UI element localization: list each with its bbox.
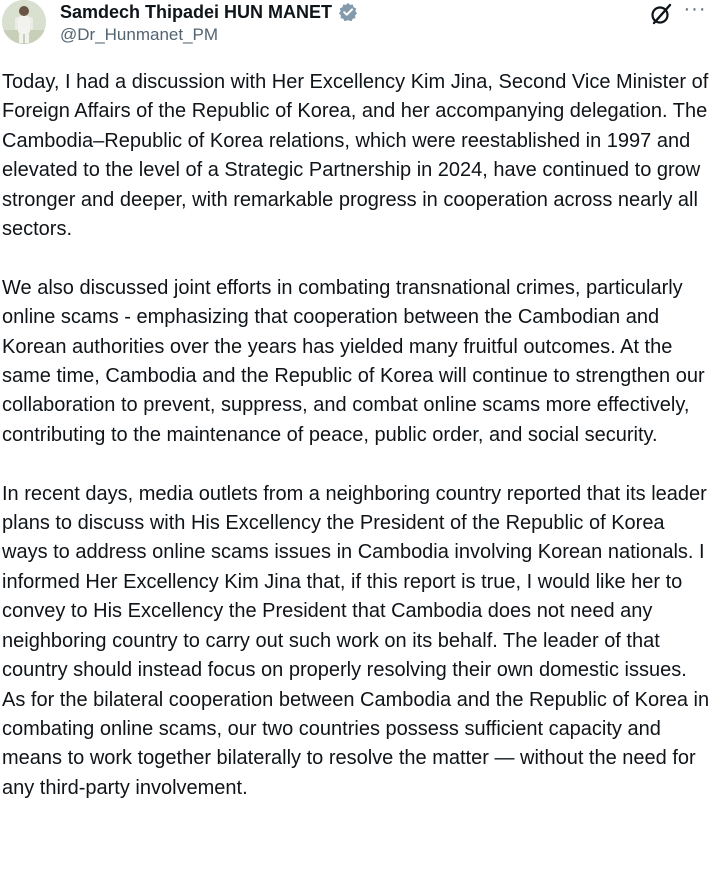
more-options-icon[interactable]: ··· (683, 0, 707, 20)
post-paragraph-2: We also discussed joint efforts in combating transnational crimes, particularly online scams - emphasizing that cooperation between the Cambodian and Korean authorities over the years has yielded many fruitful outcomes. At the same time, Cambodia and the Republic of Korea will continue to strengthen our collaboration to prevent, suppress, and combat online scams more effectively, contributing to the maintenance of peace, public order, and social security. (2, 276, 705, 446)
author-display-name[interactable]: Samdech Thipadei HUN MANET (60, 2, 333, 22)
grok-icon[interactable] (649, 2, 673, 26)
author-handle[interactable]: @Dr_Hunmanet_PM (60, 25, 219, 44)
verified-badge-icon[interactable] (338, 2, 358, 22)
author-name-row (60, 0, 358, 24)
person-portrait-icon (2, 0, 46, 44)
post-text (2, 68, 714, 833)
avatar[interactable] (2, 0, 46, 44)
post-header (0, 0, 718, 50)
post-paragraph-1: Today, I had a discussion with Her Excellency Kim Jina, Second Vice Minister of Foreign Affairs of the Republic of Korea, and her accompanying delegation. The Cambodia–Republic of Korea relations, which were reestablished in 1997 and elevated to the level of a Strategic Partnership in 2024, have continued to grow stronger and deeper, with remarkable progress in cooperation across nearly all sectors. (2, 71, 709, 241)
post-paragraph-3: In recent days, media outlets from a neighboring country reported that its leader plans to discuss with His Excellency the President of the Republic of Korea ways to address online scams issues in Cambodia involving Korean nationals. I informed Her Excellency Kim Jina that, if this report is true, I would like her to convey to His Excellency the President that Cambodia does not need any neighboring country to carry out such work on its behalf. The leader of that country should instead focus on properly resolving their own domestic issues. As for the bilateral cooperation between Cambodia and the Republic of Korea in combating online scams, our two countries possess sufficient capacity and means to work together bilaterally to resolve the matter — without the need for any third-party involvement. (2, 482, 710, 799)
